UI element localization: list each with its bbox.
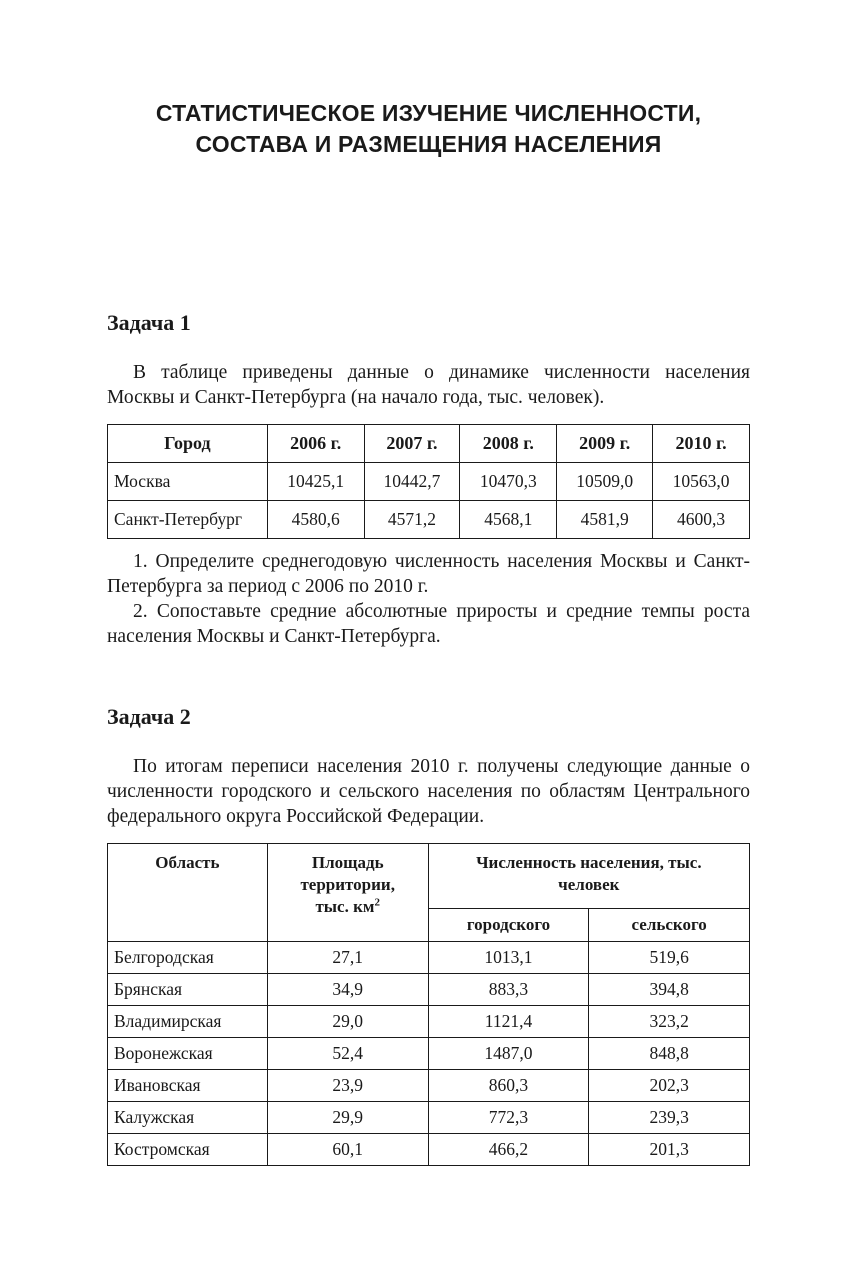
table-cell: 52,4 xyxy=(267,1038,428,1070)
table-cell: 29,0 xyxy=(267,1006,428,1038)
column-header: 2008 г. xyxy=(460,425,557,463)
table-cell: Калужская xyxy=(108,1102,268,1134)
table-cell: Санкт-Петербург xyxy=(108,501,268,539)
chapter-title xyxy=(107,98,750,160)
table-cell: 10470,3 xyxy=(460,463,557,501)
task-1-table xyxy=(107,424,750,539)
column-header-rural: сельского xyxy=(589,909,750,942)
task-1-question-1: 1. Определите среднегодовую численность населения Москвы и Санкт-Петербурга за период с 2006 по 2010 г. xyxy=(107,551,750,597)
table-cell: 860,3 xyxy=(428,1070,589,1102)
table-row xyxy=(108,501,750,539)
area-header-superscript: 2 xyxy=(374,896,380,909)
table-cell: Костромская xyxy=(108,1134,268,1166)
table-cell: 29,9 xyxy=(267,1102,428,1134)
task-2-table xyxy=(107,843,750,1166)
table-row xyxy=(108,463,750,501)
table-row xyxy=(108,942,750,974)
column-header-region: Область xyxy=(108,844,268,942)
table-cell: 4568,1 xyxy=(460,501,557,539)
table-cell: 394,8 xyxy=(589,974,750,1006)
task-2-intro xyxy=(107,754,750,829)
task-1-questions xyxy=(107,549,750,649)
column-header: 2007 г. xyxy=(364,425,460,463)
table-cell: 239,3 xyxy=(589,1102,750,1134)
table-cell: 10442,7 xyxy=(364,463,460,501)
table-cell: Владимирская xyxy=(108,1006,268,1038)
table-cell: 10509,0 xyxy=(557,463,653,501)
column-header: Город xyxy=(108,425,268,463)
table-cell: 10563,0 xyxy=(653,463,750,501)
table-cell: 201,3 xyxy=(589,1134,750,1166)
table-cell: 23,9 xyxy=(267,1070,428,1102)
table-cell: 27,1 xyxy=(267,942,428,974)
table-cell: 4600,3 xyxy=(653,501,750,539)
task-1-question-2: 2. Сопоставьте средние абсолютные приросты и средние темпы роста населения Москвы и Санкт-Петербурга. xyxy=(107,601,750,647)
table-cell: 60,1 xyxy=(267,1134,428,1166)
table-header-row xyxy=(108,425,750,463)
chapter-title-line-2: СОСТАВА И РАЗМЕЩЕНИЯ НАСЕЛЕНИЯ xyxy=(195,131,662,157)
table-cell: 4581,9 xyxy=(557,501,653,539)
task-2-intro-text: По итогам переписи населения 2010 г. получены следующие данные о численности городского и сельского населения по областям Центрального федерального округа Российской Федерации. xyxy=(107,756,750,827)
table-cell: 202,3 xyxy=(589,1070,750,1102)
task-2-heading: Задача 2 xyxy=(107,704,191,729)
table-cell: 1121,4 xyxy=(428,1006,589,1038)
table-header-row xyxy=(108,844,750,909)
task-1-intro-text: В таблице приведены данные о динамике численности населения Москвы и Санкт-Петербурга (на начало года, тыс. человек). xyxy=(107,362,750,408)
table-row xyxy=(108,1134,750,1166)
column-header: 2010 г. xyxy=(653,425,750,463)
table-cell: Москва xyxy=(108,463,268,501)
table-row xyxy=(108,1038,750,1070)
task-1-heading: Задача 1 xyxy=(107,310,191,335)
table-cell: 4580,6 xyxy=(267,501,364,539)
chapter-title-line-1: СТАТИСТИЧЕСКОЕ ИЗУЧЕНИЕ ЧИСЛЕННОСТИ, xyxy=(155,100,702,126)
column-header-urban: городского xyxy=(428,909,589,942)
table-cell: 519,6 xyxy=(589,942,750,974)
column-header-population: Численность населения, тыс. человек xyxy=(428,844,749,909)
table-cell: 772,3 xyxy=(428,1102,589,1134)
table-row xyxy=(108,1006,750,1038)
table-row xyxy=(108,974,750,1006)
table-cell: Ивановская xyxy=(108,1070,268,1102)
task-1-intro xyxy=(107,360,750,410)
area-header-text: Площадь территории, тыс. км xyxy=(300,853,395,916)
table-cell: 323,2 xyxy=(589,1006,750,1038)
table-cell: 4571,2 xyxy=(364,501,460,539)
column-header: 2006 г. xyxy=(267,425,364,463)
table-cell: Брянская xyxy=(108,974,268,1006)
table-cell: 34,9 xyxy=(267,974,428,1006)
column-header: 2009 г. xyxy=(557,425,653,463)
table-cell: 1013,1 xyxy=(428,942,589,974)
table-cell: 10425,1 xyxy=(267,463,364,501)
table-row xyxy=(108,1070,750,1102)
table-cell: 466,2 xyxy=(428,1134,589,1166)
table-cell: Воронежская xyxy=(108,1038,268,1070)
table-cell: 1487,0 xyxy=(428,1038,589,1070)
table-cell: Белгородская xyxy=(108,942,268,974)
column-header-area xyxy=(267,844,428,942)
table-row xyxy=(108,1102,750,1134)
table-cell: 883,3 xyxy=(428,974,589,1006)
table-cell: 848,8 xyxy=(589,1038,750,1070)
